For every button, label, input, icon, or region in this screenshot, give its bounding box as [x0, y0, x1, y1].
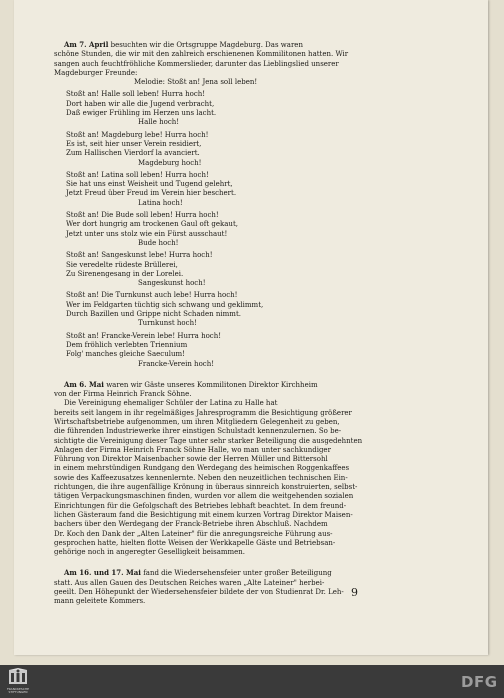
date-heading-april: Am 7. April — [64, 40, 109, 49]
song-line: Stoßt an! Sangeskunst lebe! Hurra hoch! — [66, 251, 213, 260]
song-stanza — [54, 171, 364, 208]
document-text — [54, 40, 364, 607]
paragraph-factory-visit: Die Vereinigung ehemaliger Schüler der Latina zu Halle hat bereits seit langem in ihr regelmäßiges Jahresprogramm die Besichtigung größerer Wirtschaftsbetriebe aufgenommen, um ihren Mitgliedern Gelegenheit zu geben, die führenden Industriewerke ihrer einstigen Schulstadt kennenzulernen. So be- sichtigte die Vereinigung dieser Tage unter sehr starker Beteiligung die ausgedehnten Anlagen der Firma Heinrich Franck Söhne Halle, wo man unter sachkundiger Führung von Direktor Maisenbacher sowie der Herren Müller und Bittersohl in einem mehrstündigen Rundgang den Werdegang des heimischen Roggenkaffees sowie des Kaffeezusatzes kennenlernte. Neben den neuzeitlichen technischen Ein- richtungen, die ihre augenfällige Krönung in überaus sinnreich konstruierten, selbst- tätigen Verpackungsmaschinen finden, wurden vor allem die weitgehenden sozialen Einrichtungen für die Gefolgschaft des Betriebes lebhaft beachtet. In dem freund- lichen Gästeraum fand die Besichtigung mit einem kurzen Vortrag Direktor Maisen- bachers über den Werdegang der Franck-Betriebe ihren Abschluß. Nachdem Dr. Koch den Dank der „Alten Lateiner" für die anregungsreiche Führung aus- gesprochen hatte, hielten flotte Weisen der Werkkapelle Gäste und Betriebsan- gehörige noch in angeregter Geselligkeit beisammen. — [54, 399, 363, 557]
song-refrain: Sangeskunst hoch! — [138, 279, 206, 288]
song-stanza — [54, 90, 364, 127]
song-line: Stoßt an! Halle soll leben! Hurra hoch! — [66, 90, 206, 99]
paragraph-may-16-17: Am 16. und 17. Mai fand die Wiedersehensfeier unter großer Beteiligung statt. Aus allen Gauen des Deutschen Reiches waren „Alte Lateiner" herbei- geeilt. Den Höhepunkt der Wiedersehensfeier bildete der von Studienrat Dr. Leh- mann geleitete Kommers. — [54, 568, 344, 606]
song-line: Zum Hallischen Vierdorf la avanciert. — [66, 149, 200, 158]
song-line: Stoßt an! Francke-Verein lebe! Hurra hoch! — [66, 331, 222, 340]
song-line: Sie veredelte rüdeste Brüllerei, — [66, 260, 178, 269]
song-line: Stoßt an! Latina soll leben! Hurra hoch! — [66, 170, 209, 179]
song-refrain: Latina hoch! — [138, 198, 183, 207]
song-line: Jetzt Freud über Freud im Verein hier beschert. — [66, 189, 237, 198]
song-line: Stoßt an! Die Bude soll leben! Hurra hoch! — [66, 211, 219, 220]
song-refrain: Bude hoch! — [138, 238, 179, 247]
date-heading-may-16-17: Am 16. und 17. Mai — [64, 568, 141, 578]
library-label: FRANCKESCHE STIFTUNGEN — [6, 687, 30, 694]
song-line: Dem fröhlich verlebten Triennium — [66, 340, 188, 349]
song-stanza — [54, 332, 364, 369]
song-line: Jetzt unter uns stolz wie ein Fürst ausschaut! — [66, 229, 228, 238]
viewer-footer-bar — [0, 665, 504, 698]
song-line: Wer im Feldgarten tüchtig sich schwang und geklimmt, — [66, 300, 264, 309]
page-number: 9 — [351, 586, 358, 599]
song-stanza — [54, 251, 364, 288]
song-line: Es ist, seit hier unser Verein residiert, — [66, 139, 202, 148]
song-line: Stoßt an! Die Turnkunst auch lebe! Hurra hoch! — [66, 291, 238, 300]
paragraph-may-6: Am 6. Mai waren wir Gäste unseres Kommilitonen Direktor Kirchheim von der Firma Heinrich Franck Söhne. — [54, 379, 318, 399]
song-line: Zu Sirenengesang in der Lorelei. — [66, 269, 184, 278]
song-refrain: Magdeburg hoch! — [138, 158, 202, 167]
paragraph-april: Am 7. April besuchten wir die Ortsgruppe Magdeburg. Das waren schöne Stunden, die wir mit den zahlreich erschienenen Kommilitonen hatten. Wir sangen auch feuchtfröhliche Kommerslieder, darunter das Lieblingslied unserer Magdeburger Freunde: — [54, 40, 349, 77]
song-line: Durch Bazillen und Grippe nicht Schaden nimmt. — [66, 310, 241, 319]
song-line: Wer dort hungrig am trockenen Gaul oft gekaut, — [66, 220, 238, 229]
song-melody-line: Melodie: Stoßt an! Jena soll leben! — [134, 78, 258, 87]
song-line: Dort haben wir alle die Jugend verbracht, — [66, 99, 215, 108]
song-refrain: Francke-Verein hoch! — [138, 359, 215, 368]
song-refrain: Halle hoch! — [138, 118, 180, 127]
song-stanza — [54, 131, 364, 168]
song-line: Sie hat uns einst Weisheit und Tugend gelehrt, — [66, 180, 233, 189]
dfg-logo: DFG — [461, 673, 498, 691]
song-line: Daß ewiger Frühling im Herzen uns lacht. — [66, 109, 217, 118]
song-line: Folg' manches gleiche Saeculum! — [66, 350, 185, 359]
song-stanza — [54, 211, 364, 248]
song-stanza — [54, 291, 364, 328]
date-heading-may-6: Am 6. Mai — [64, 379, 104, 389]
song-refrain: Turnkunst hoch! — [138, 319, 197, 328]
song-line: Stoßt an! Magdeburg lebe! Hurra hoch! — [66, 130, 209, 139]
